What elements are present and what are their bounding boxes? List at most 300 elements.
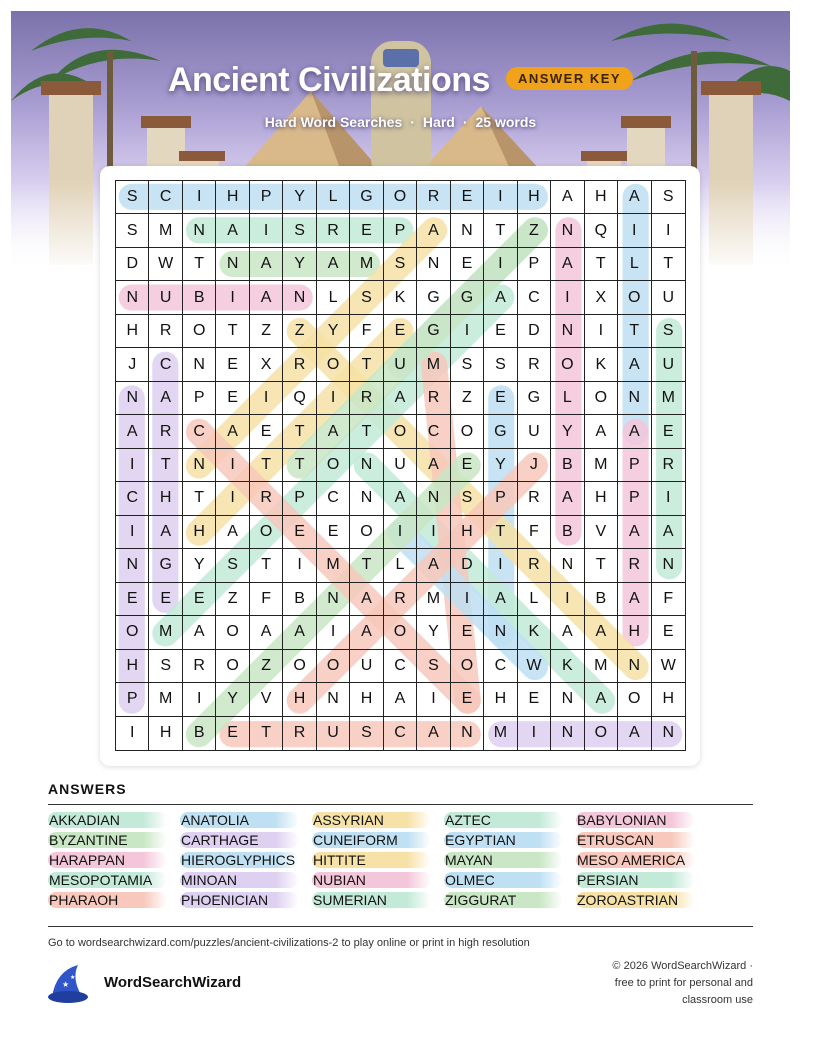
grid-cell: G [417,281,450,314]
grid-cell: U [350,650,383,683]
grid-cell: E [183,583,216,616]
grid-cell: N [551,214,584,247]
grid-cell: R [149,415,182,448]
grid-cell: L [551,382,584,415]
grid-cell: N [551,315,584,348]
grid-cell: A [417,549,450,582]
answer-word: HITTITE [312,852,431,868]
grid-cell: O [451,650,484,683]
grid-cell: B [551,449,584,482]
answer-word: MINOAN [180,872,299,888]
answer-word: SUMERIAN [312,892,431,908]
answer-word: CARTHAGE [180,832,299,848]
grid-cell: N [551,717,584,750]
grid-cell: Y [317,315,350,348]
grid-cell: S [350,281,383,314]
answer-word: AKKADIAN [48,812,167,828]
grid-cell: K [551,650,584,683]
grid-cell: R [283,348,316,381]
grid-cell: E [652,415,685,448]
grid-cell: I [484,181,517,214]
grid-cell: K [518,616,551,649]
grid-cell: L [618,248,651,281]
grid-cell: R [618,549,651,582]
subtitle-level: Hard [422,114,455,130]
page-title: Ancient Civilizations [167,61,490,99]
answer-word: OLMEC [444,872,563,888]
grid-cell: E [484,315,517,348]
grid-cell: R [384,583,417,616]
grid-cell: E [350,214,383,247]
grid-cell: T [283,415,316,448]
grid-cell: C [384,650,417,683]
grid-cell: I [116,717,149,750]
grid-cell: A [216,516,249,549]
grid-cell: S [384,248,417,281]
answer-word: ASSYRIAN [312,812,431,828]
grid-cell: N [183,214,216,247]
grid-cell: O [250,516,283,549]
grid-cell: A [652,516,685,549]
grid-cell: F [518,516,551,549]
grid-cell: U [652,281,685,314]
grid-cell: I [116,516,149,549]
grid-cell: U [652,348,685,381]
grid-cell: S [350,717,383,750]
answer-word: AZTEC [444,812,563,828]
grid-cell: H [149,717,182,750]
grid-cell: I [417,516,450,549]
grid-cell: A [384,382,417,415]
grid-cell: M [585,650,618,683]
grid-cell: O [384,616,417,649]
grid-cell: I [317,382,350,415]
grid-cell: R [317,214,350,247]
grid-cell: O [618,281,651,314]
answer-word: ETRUSCAN [576,832,695,848]
grid-cell: N [417,248,450,281]
grid-cell: I [652,482,685,515]
grid-cell: P [250,181,283,214]
grid-cell: C [317,482,350,515]
answer-word: ANATOLIA [180,812,299,828]
grid-cell: N [484,616,517,649]
grid-cell: P [116,683,149,716]
grid-cell: I [484,549,517,582]
answer-word: MESOPOTAMIA [48,872,167,888]
grid-cell: E [384,315,417,348]
subtitle-word-count: 25 words [475,114,537,130]
grid-cell: G [484,415,517,448]
grid-cell: O [317,348,350,381]
grid-cell: H [618,616,651,649]
grid-cell: O [350,516,383,549]
grid-cell: Y [551,415,584,448]
grid-cell: T [283,449,316,482]
grid-cell: N [451,717,484,750]
grid-cell: T [149,449,182,482]
grid-cell: A [551,181,584,214]
grid-cell: I [250,214,283,247]
answer-word: PHOENICIAN [180,892,299,908]
footer-link-text: Go to wordsearchwizard.com/puzzles/ancient-civilizations-2 to play online or print in high resolution [48,937,530,949]
answer-word: PHARAOH [48,892,167,908]
grid-cell: Y [484,449,517,482]
grid-cell: S [652,315,685,348]
grid-cell: O [116,616,149,649]
grid-cell: C [149,348,182,381]
grid-cell: N [116,549,149,582]
grid-cell: O [283,650,316,683]
grid-cell: A [551,248,584,281]
grid-cell: A [585,415,618,448]
grid-cell: Q [585,214,618,247]
grid-cell: N [451,214,484,247]
grid-cell: M [417,348,450,381]
grid-cell: C [484,650,517,683]
grid-cell: E [216,717,249,750]
grid-cell: I [317,616,350,649]
grid-cell: R [518,482,551,515]
grid-cell: P [283,482,316,515]
grid-cell: A [417,717,450,750]
grid-cell: S [451,482,484,515]
grid-cell: T [250,549,283,582]
answer-word: ZOROASTRIAN [576,892,695,908]
grid-cell: T [183,248,216,281]
grid-cell: Z [250,650,283,683]
grid-cell: R [518,348,551,381]
grid-cell: N [216,248,249,281]
grid-cell: M [585,449,618,482]
grid-cell: O [216,650,249,683]
grid-cell: H [116,650,149,683]
grid-cell: N [618,382,651,415]
grid-cell: E [518,683,551,716]
answer-word: HIEROGLYPHICS [180,852,299,868]
grid-cell: A [551,616,584,649]
grid-cell: J [116,348,149,381]
grid-cell: H [149,482,182,515]
grid-cell: A [585,683,618,716]
grid-cell: I [451,315,484,348]
grid-cell: R [417,181,450,214]
grid-cell: I [451,583,484,616]
grid-cell: I [618,214,651,247]
copyright [612,958,753,1009]
grid-cell: T [350,348,383,381]
grid-cell: A [149,516,182,549]
grid-cell: A [551,482,584,515]
grid-cell: U [149,281,182,314]
grid-cell: E [216,382,249,415]
answer-word: BYZANTINE [48,832,167,848]
grid-cell: A [618,415,651,448]
grid-cell: Y [283,181,316,214]
grid-cell: R [283,717,316,750]
grid-cell: O [551,348,584,381]
grid-cell: N [183,449,216,482]
grid-cell: G [451,281,484,314]
grid-cell: A [384,683,417,716]
grid-cell: M [484,717,517,750]
grid-cell: F [350,315,383,348]
grid-cell: S [652,181,685,214]
grid-cell: F [250,583,283,616]
grid-cell: Y [183,549,216,582]
grid-cell: X [585,281,618,314]
grid-cell: Z [283,315,316,348]
grid-cell: I [417,683,450,716]
grid-cell: E [451,449,484,482]
grid-cell: Z [451,382,484,415]
grid-cell: O [317,650,350,683]
answer-word: HARAPPAN [48,852,167,868]
grid-cell: A [317,415,350,448]
grid-cell: I [250,382,283,415]
grid-cell: N [652,549,685,582]
grid-cell: F [652,583,685,616]
grid-cell: R [250,482,283,515]
grid-cell: O [216,616,249,649]
grid-cell: I [283,549,316,582]
grid-cell: N [662,724,675,742]
grid-cell: G [149,549,182,582]
grid-cell: G [350,181,383,214]
grid-cell: I [183,181,216,214]
grid-cell: B [283,583,316,616]
grid-cell: E [451,181,484,214]
grid-cell: M [149,683,182,716]
grid-cell: M [652,382,685,415]
grid-cell: I [384,516,417,549]
grid-cell: D [116,248,149,281]
svg-text:★: ★ [70,974,76,981]
grid-cell: B [585,583,618,616]
grid-cell: S [484,348,517,381]
grid-cell: V [585,516,618,549]
grid-cell: S [283,214,316,247]
subtitle-separator: · [410,114,415,130]
grid-cell: P [618,482,651,515]
grid-cell: E [484,382,517,415]
grid-cell: W [652,650,685,683]
grid-cell: P [183,382,216,415]
grid-cell: E [116,583,149,616]
copyright-line: © 2026 WordSearchWizard · [612,960,753,972]
answer-word: NUBIAN [312,872,431,888]
grid-cell: O [183,315,216,348]
grid-cell: A [618,348,651,381]
grid-cell: N [350,482,383,515]
grid-cell: I [652,214,685,247]
grid-cell: O [618,683,651,716]
grid-cell: H [484,683,517,716]
grid-cell: T [585,549,618,582]
grid-cell: W [518,650,551,683]
grid-cell: W [149,248,182,281]
grid-cell: L [518,583,551,616]
grid-cell: A [183,616,216,649]
grid-cell: C [183,415,216,448]
svg-text:★: ★ [62,980,70,989]
grid-cell: U [384,449,417,482]
grid-cell: N [417,482,450,515]
grid-cell: S [116,214,149,247]
answers-heading: ANSWERS [48,781,127,797]
grid-cell: B [551,516,584,549]
grid-cell: S [116,181,149,214]
grid-cell: A [484,583,517,616]
grid-cell: N [116,382,149,415]
grid-cell: Q [283,382,316,415]
grid-cell: Z [518,214,551,247]
grid-cell: K [384,281,417,314]
grid-cell: O [384,415,417,448]
grid-cell: I [216,449,249,482]
grid-cell: A [149,382,182,415]
grid-cell: M [350,248,383,281]
brand-name: WordSearchWizard [104,974,242,991]
grid-cell: A [585,616,618,649]
grid-cell: D [518,315,551,348]
grid-cell: E [652,616,685,649]
grid-cell: C [384,717,417,750]
grid-cell: I [183,683,216,716]
grid-cell: Y [417,616,450,649]
grid-cell: P [484,482,517,515]
grid-cell: B [183,281,216,314]
grid-cell: P [618,449,651,482]
answer-word: CUNEIFORM [312,832,431,848]
grid-cell: A [618,516,651,549]
grid-cell: E [451,616,484,649]
answer-word: PERSIAN [576,872,695,888]
answer-key-badge: ANSWER KEY [506,67,633,90]
grid-cell: D [451,549,484,582]
answer-word: ZIGGURAT [444,892,563,908]
grid-cell: I [551,281,584,314]
grid-cell: O [384,181,417,214]
grid-cell: R [652,449,685,482]
grid-cell: A [618,717,651,750]
grid-cell: N [551,549,584,582]
grid-cell: E [283,516,316,549]
grid-cell: R [149,315,182,348]
grid-cell: N [317,583,350,616]
grid-cell: Z [216,583,249,616]
copyright-line: free to print for personal and [614,977,753,989]
grid-cell: C [417,415,450,448]
grid-cell: A [350,583,383,616]
grid-cell: O [317,449,350,482]
grid-cell: H [350,683,383,716]
grid-cell: J [518,449,551,482]
grid-cell: A [250,248,283,281]
grid-cell: H [585,482,618,515]
grid-cell: M [317,549,350,582]
answer-word: MESO AMERICA [576,852,695,868]
grid-cell: A [417,449,450,482]
answer-word: EGYPTIAN [444,832,563,848]
grid-cell: H [652,683,685,716]
grid-cell: O [585,717,618,750]
grid-cell: E [451,248,484,281]
grid-cell: R [350,382,383,415]
grid-cell: E [149,583,182,616]
grid-cell: S [417,650,450,683]
grid-cell: V [250,683,283,716]
grid-cell: C [116,482,149,515]
grid-cell: I [484,248,517,281]
grid-cell: U [317,717,350,750]
subtitle [11,114,790,130]
grid-cell: S [216,549,249,582]
grid-cell: C [518,281,551,314]
grid-cell: H [518,181,551,214]
grid-cell: M [149,214,182,247]
grid-cell: H [216,181,249,214]
grid-cell: H [451,516,484,549]
grid-cell: A [250,281,283,314]
grid-cell: I [216,482,249,515]
grid-cell: T [250,449,283,482]
grid-cell: R [183,650,216,683]
grid-cell: P [518,248,551,281]
grid-cell: S [451,348,484,381]
grid-cell: T [618,315,651,348]
grid-cell: H [183,516,216,549]
grid-cell: T [652,248,685,281]
grid-cell: U [518,415,551,448]
grid-cell: L [384,549,417,582]
grid-cell: I [518,717,551,750]
answer-word: BABYLONIAN [576,812,695,828]
grid-cell: A [283,616,316,649]
answer-word: MAYAN [444,852,563,868]
grid-cell: Y [216,683,249,716]
grid-cell: L [317,181,350,214]
grid-cell: H [283,683,316,716]
grid-cell: H [116,315,149,348]
grid-cell: N [350,449,383,482]
grid-cell: I [216,281,249,314]
grid-cell: C [149,181,182,214]
grid-cell: A [317,248,350,281]
grid-cell: R [417,382,450,415]
grid-cell: K [585,348,618,381]
grid-cell: I [585,315,618,348]
grid-cell: E [250,415,283,448]
grid-cell: O [585,382,618,415]
grid-cell: N [317,683,350,716]
grid-cell: A [216,415,249,448]
grid-cell: A [384,482,417,515]
grid-cell: A [250,616,283,649]
grid-cell: I [116,449,149,482]
wizard-hat-icon [46,963,94,1005]
grid-cell: T [250,717,283,750]
copyright-line: classroom use [682,994,753,1006]
answers-divider [48,804,753,805]
grid-cell: N [116,281,149,314]
grid-cell: E [317,516,350,549]
grid-cell: S [149,650,182,683]
grid-cell: R [518,549,551,582]
grid-cell: N [283,281,316,314]
grid-cell: A [350,616,383,649]
footer-divider [48,926,753,927]
